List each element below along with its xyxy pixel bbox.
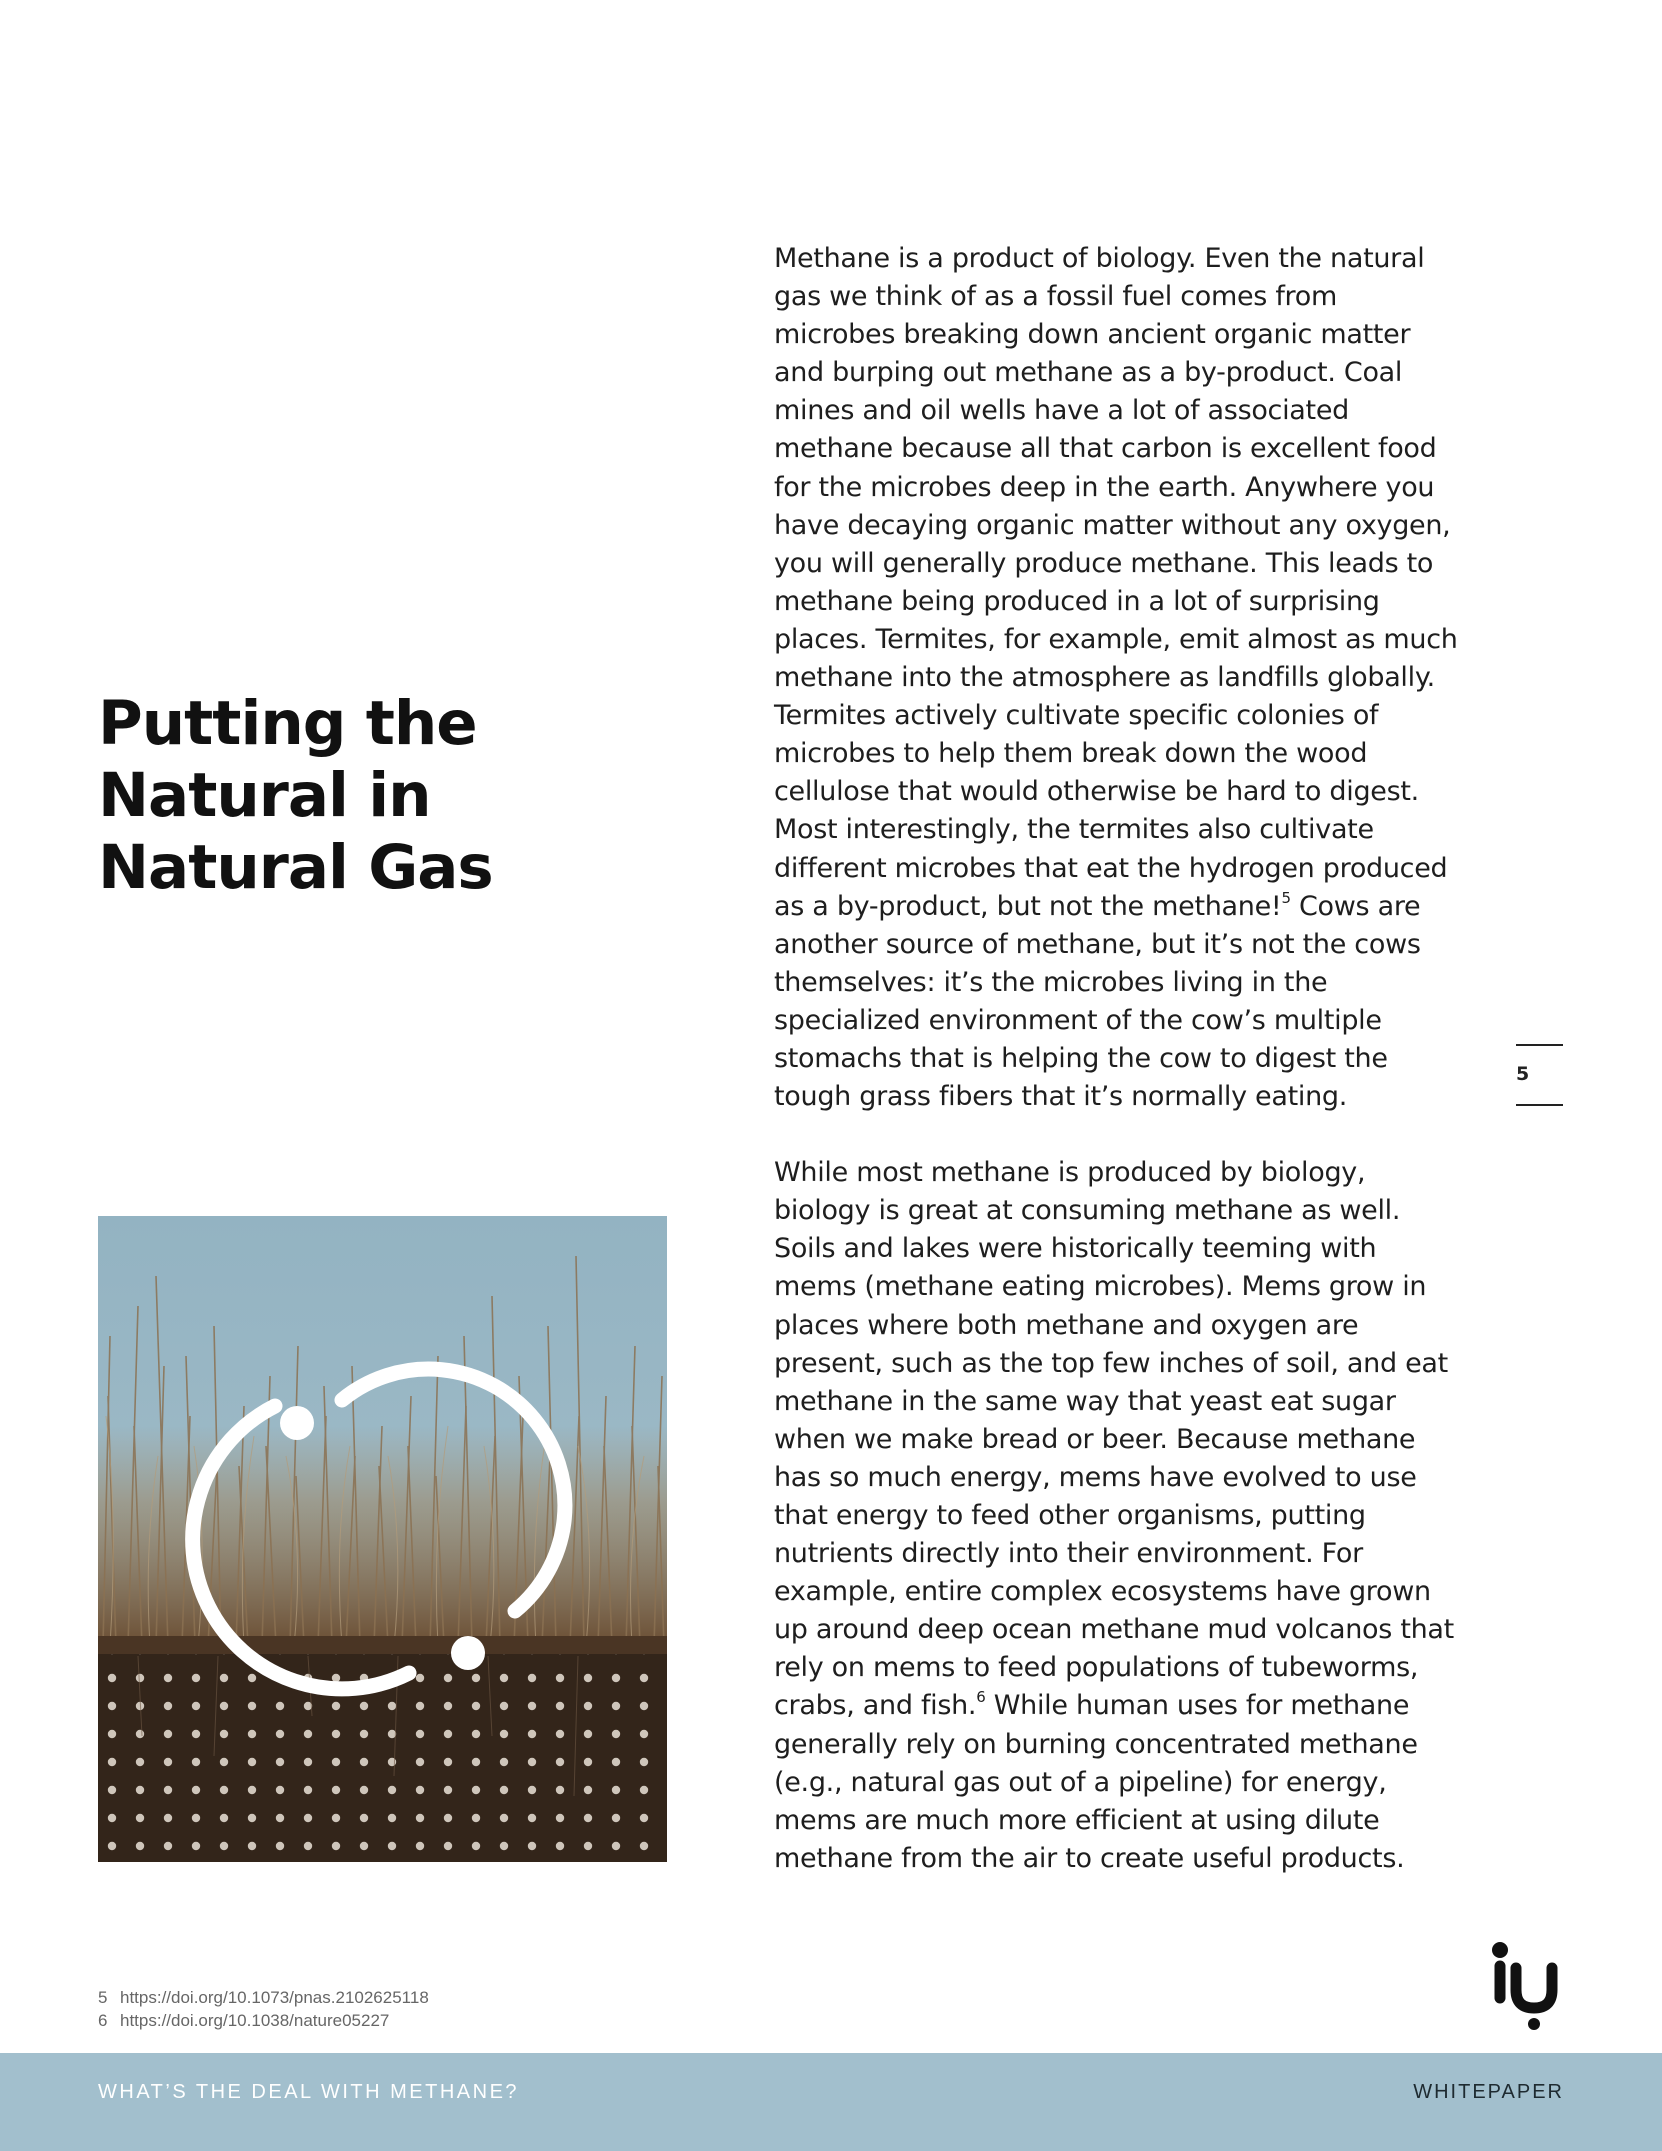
footnote-number: 5 [98,1988,108,2007]
page-number: 5 [1516,1063,1530,1085]
brand-logo-icon [1490,1940,1564,2030]
grass-soil-photo [98,1216,667,1862]
footnote-ref-5[interactable]: 5 [1281,888,1291,907]
footnotes [98,1986,429,2032]
footer-band [0,2053,1662,2151]
page-number-marker [1516,1044,1563,1106]
paragraph-1-text: Methane is a product of biology. Even the natural gas we think of as a fossil fuel comes from microbes breaking down ancient organic matter and burping out methane as a by-product. Coal mines and oil wells have a lot of associated methane because all that carbon is excellent food for the microbes deep in the earth. Anywhere you have decaying organic matter without any oxygen, you will generally produce methane. This leads to methane being produced in a lot of surprising places. Termites, for example, emit almost as much methane into the atmosphere as landfills globally. Termites actively cultivate specific colonies of microbes to help them break down the wood cellulose that would otherwise be hard to digest. Most interestingly, the termites also cultivate different microbes that eat the hydrogen produced as a by-product, but not the methane! [774,243,1458,922]
body-text [774,240,1464,1878]
paragraph-1 [774,240,1464,1116]
footnote-5 [98,1986,429,2009]
footnote-6 [98,2009,429,2032]
paragraph-1-text-continued: Cows are another source of methane, but it’s not the cows themselves: it’s the microbes living in the specialized environment of the cow’s multiple stomachs that is helping the cow to digest the tough grass fibers that it’s normally eating. [774,890,1421,1113]
heading-line-3: Natural Gas [98,832,493,903]
paragraph-2-text: While most methane is produced by biology, biology is great at consuming methane as well. Soils and lakes were historically teeming with mems (methane eating microbes). Mems grow in places where both methane and oxygen are present, such as the top few inches of soil, and eat methane in the same way that yeast eat sugar when we make bread or beer. Because methane has so much energy, mems have evolved to use that energy to feed other organisms, putting nutrients directly into their environment. For example, entire complex ecosystems have grown up around deep ocean methane mud volcanos that rely on mems to feed populations of tubeworms, crabs, and fish. [774,1157,1454,1722]
footer-title: WHAT’S THE DEAL WITH METHANE? [98,2081,520,2103]
heading-line-1: Putting the [98,688,477,759]
heading-line-2: Natural in [98,760,431,831]
footnote-link[interactable]: https://doi.org/10.1038/nature05227 [120,2011,390,2030]
paragraph-2-text-continued: While human uses for methane generally rely on burning concentrated methane (e.g., natural gas out of a pipeline) for energy, mems are much more efficient at using dilute methane from the air to create useful products. [774,1690,1418,1874]
footnote-ref-6[interactable]: 6 [976,1688,986,1707]
page-heading [98,688,658,904]
paragraph-2 [774,1154,1464,1878]
footer-doc-type: WHITEPAPER [1413,2081,1564,2103]
footnote-number: 6 [98,2011,108,2030]
footnote-link[interactable]: https://doi.org/10.1073/pnas.2102625118 [120,1988,429,2007]
